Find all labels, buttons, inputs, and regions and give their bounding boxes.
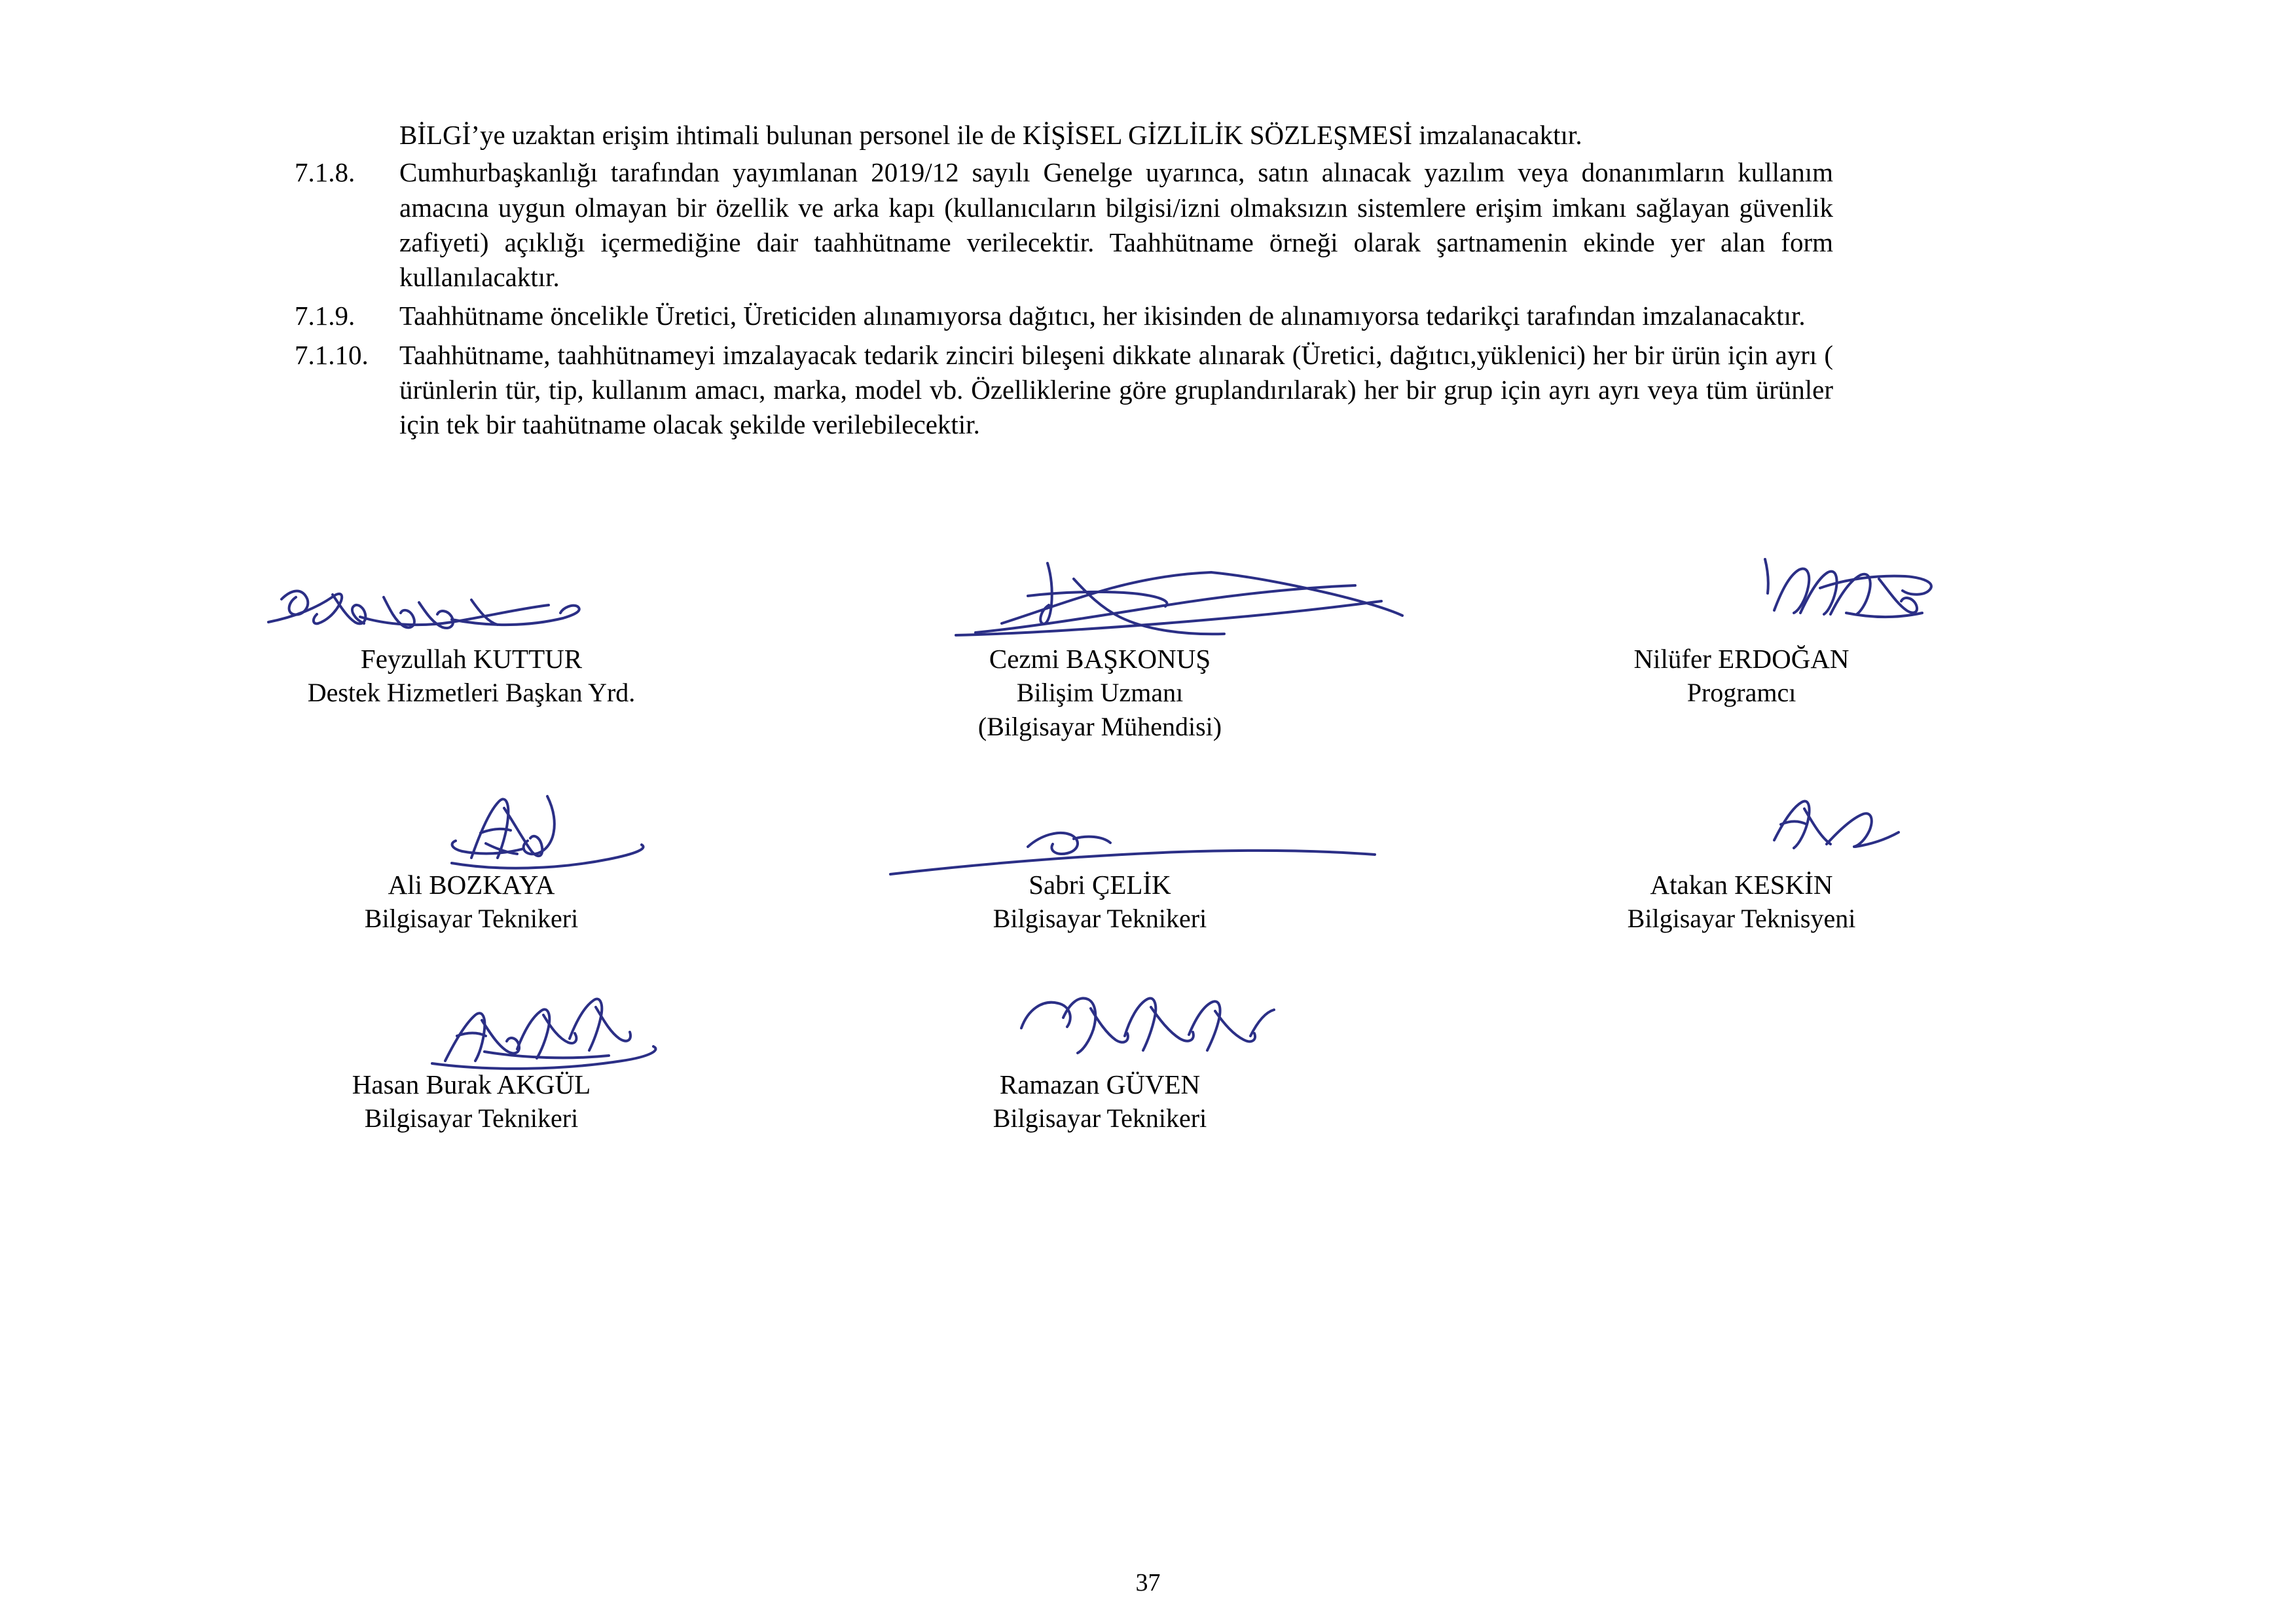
- signature-title: Bilgisayar Teknisyeni: [1627, 904, 1856, 934]
- clause-7-1-9: [295, 299, 1833, 333]
- signature-title: Programcı: [1686, 678, 1796, 708]
- signature-block-7: [183, 1067, 759, 1135]
- signature-name: Sabri ÇELİK: [1029, 870, 1171, 900]
- signature-ink-atakan-keskin: [1715, 789, 1938, 868]
- signature-title: Bilişim Uzmanı: [1016, 678, 1184, 708]
- signature-name: Hasan Burak AKGÜL: [352, 1069, 591, 1099]
- signature-name: Cezmi BAŞKONUŞ: [989, 644, 1211, 674]
- clause-number: 7.1.9.: [295, 301, 355, 331]
- signature-ink-feyzullah-kuttur: [255, 576, 714, 648]
- signature-subtitle: (Bilgisayar Mühendisi): [977, 711, 1222, 741]
- clause-text: Taahhütname öncelikle Üretici, Üreticiden alınamıyorsa dağıtıcı, her ikisinden de alınamıyorsa tedarikçi tarafından imzalanacaktır.: [399, 301, 1806, 331]
- signature-title: Bilgisayar Teknikeri: [993, 1103, 1207, 1134]
- signature-name: Atakan KESKİN: [1650, 870, 1833, 900]
- signature-title: Bilgisayar Teknikeri: [364, 1103, 579, 1134]
- signature-name: Nilüfer ERDOĞAN: [1633, 644, 1850, 674]
- signature-block-8: [812, 1067, 1388, 1135]
- signature-name: Feyzullah KUTTUR: [360, 644, 583, 674]
- signature-ink-cezmi-baskonus: [936, 550, 1460, 648]
- clause-text: Taahhütname, taahhütnameyi imzalayacak tedarik zinciri bileşeni dikkate alınarak (Üretici, dağıtıcı,yüklenici) her bir ürün için ayrı ( ürünlerin tür, tip, kullanım amacı, marka, model vb. Özelliklerine göre gruplandırılarak) her bir grup için ayrı ayrı veya tüm ürünler için tek bir taahütname olacak şekilde verilebilecektir.: [399, 339, 1833, 440]
- page-number: 37: [1135, 1569, 1161, 1596]
- clause-7-1-10: [295, 338, 1833, 443]
- clause-number: 7.1.8.: [295, 157, 355, 188]
- clause-number: 7.1.10.: [295, 339, 369, 370]
- clause-text: Cumhurbaşkanlığı tarafından yayımlanan 2019/12 sayılı Genelge uyarınca, satın alınacak yazılım veya donanımların kullanım amacına uygun olmayan bir özellik ve arka kapı (kullanıcıların bilgisi/izni olmaksızın sistemlere erişim imkanı sağlayan güvenlik zafiyeti) açıklığı içermediğine dair taahhütname verilecektir. Taahhütname örneği olarak şartnamenin ekinde yer alan form kullanılacaktır.: [399, 157, 1833, 293]
- document-body: [295, 118, 1833, 447]
- clause-7-1-8: [295, 155, 1833, 295]
- signature-block-6: [1453, 868, 2030, 936]
- signature-ink-nilufer-erdogan: [1722, 550, 2016, 648]
- signature-block-2: [812, 642, 1388, 743]
- signature-block-1: [183, 642, 759, 710]
- signature-name: Ali BOZKAYA: [388, 870, 555, 900]
- signature-block-3: [1453, 642, 2030, 710]
- signature-title: Destek Hizmetleri Başkan Yrd.: [307, 678, 636, 708]
- signature-name: Ramazan GÜVEN: [999, 1069, 1201, 1099]
- signature-title: Bilgisayar Teknikeri: [364, 904, 579, 934]
- lead-paragraph: BİLGİ’ye uzaktan erişim ihtimali bulunan personel ile de KİŞİSEL GİZLİLİK SÖZLEŞMESİ imzalanacaktır.: [399, 120, 1582, 150]
- signature-block-5: [812, 868, 1388, 936]
- signature-block-4: [183, 868, 759, 936]
- signature-title: Bilgisayar Teknikeri: [993, 904, 1207, 934]
- signature-ink-ramazan-guven: [995, 989, 1336, 1074]
- signature-ink-hasan-burak-akgul: [406, 989, 746, 1080]
- signature-ink-ali-bozkaya: [426, 786, 687, 877]
